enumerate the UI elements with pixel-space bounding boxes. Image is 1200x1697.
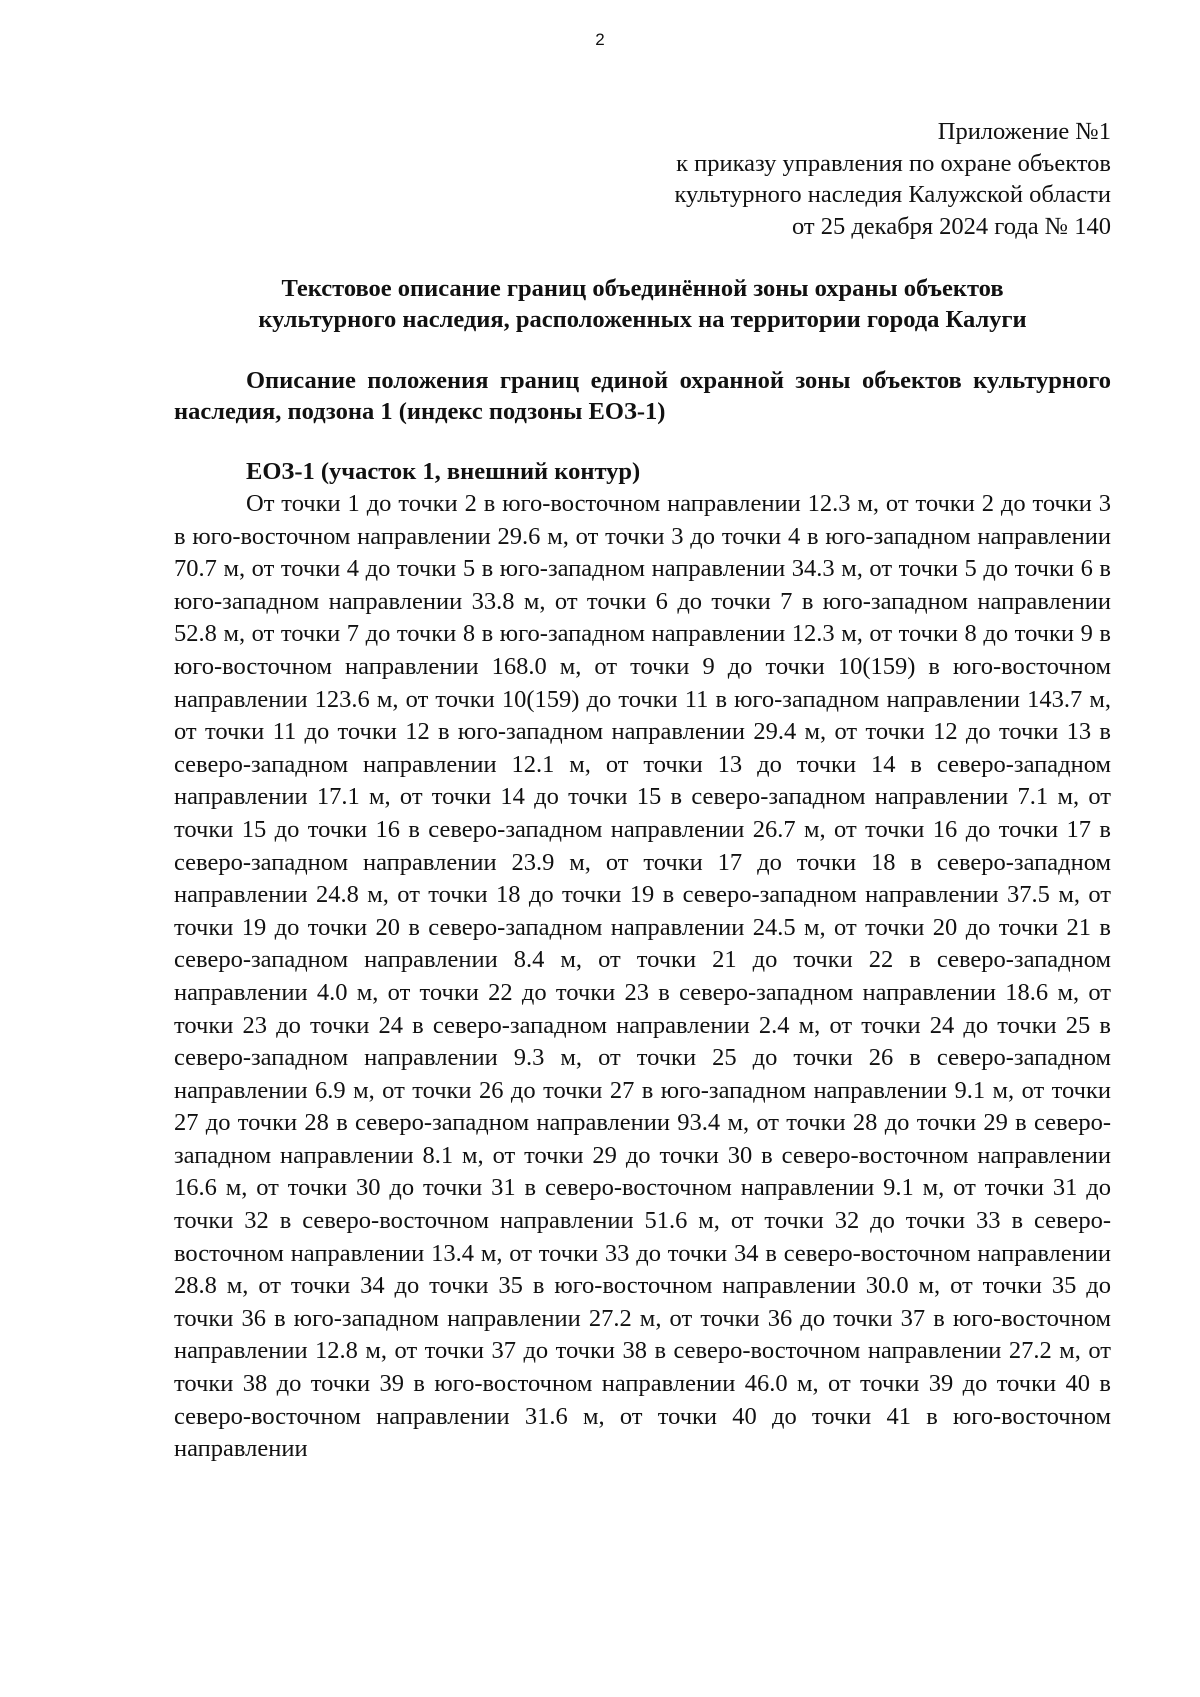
boundary-description-paragraph: От точки 1 до точки 2 в юго-восточном направлении 12.3 м, от точки 2 до точки 3 в юго-восточном направлении 29.6 м, от точки 3 до точки 4 в юго-западном направлении 70.7 м, от точки 4 до точки 5 в юго-западном направлении 34.3 м, от точки 5 до точки 6 в юго-западном направлении 33.8 м, от точки 6 до точки 7 в юго-западном направлении 52.8 м, от точки 7 до точки 8 в юго-западном направлении 12.3 м, от точки 8 до точки 9 в юго-восточном направлении 168.0 м, от точки 9 до точки 10(159) в юго-восточном направлении 123.6 м, от точки 10(159) до точки 11 в юго-западном направлении 143.7 м, от точки 11 до точки 12 в юго-западном направлении 29.4 м, от точки 12 до точки 13 в северо-западном направлении 12.1 м, от точки 13 до точки 14 в северо-западном направлении 17.1 м, от точки 14 до точки 15 в северо-западном направлении 7.1 м, от точки 15 до точки 16 в северо-западном направлении 26.7 м, от точки 16 до точки 17 в северо-западном направлении 23.9 м, от точки 17 до точки 18 в северо-западном направлении 24.8 м, от точки 18 до точки 19 в северо-западном направлении 37.5 м, от точки 19 до точки 20 в северо-западном направлении 24.5 м, от точки 20 до точки 21 в северо-западном направлении 8.4 м, от точки 21 до точки 22 в северо-западном направлении 4.0 м, от точки 22 до точки 23 в северо-западном направлении 18.6 м, от точки 23 до точки 24 в северо-западном направлении 2.4 м, от точки 24 до точки 25 в северо-западном направлении 9.3 м, от точки 25 до точки 26 в северо-западном направлении 6.9 м, от точки 26 до точки 27 в юго-западном направлении 9.1 м, от точки 27 до точки 28 в северо-западном направлении 93.4 м, от точки 28 до точки 29 в северо-западном направлении 8.1 м, от точки 29 до точки 30 в северо-восточном направлении 16.6 м, от точки 30 до точки 31 в северо-восточном направлении 9.1 м, от точки 31 до точки 32 в северо-восточном направлении 51.6 м, от точки 32 до точки 33 в северо-восточном направлении 13.4 м, от точки 33 до точки 34 в северо-восточном направлении 28.8 м, от точки 34 до точки 35 в юго-восточном направлении 30.0 м, от точки 35 до точки 36 в юго-западном направлении 27.2 м, от точки 36 до точки 37 в юго-восточном направлении 12.8 м, от точки 37 до точки 38 в северо-восточном направлении 27.2 м, от точки 38 до точки 39 в юго-восточном направлении 46.0 м, от точки 39 до точки 40 в северо-восточном направлении 31.6 м, от точки 40 до точки 41 в юго-восточном направлении	[174, 490, 1111, 1463]
title-line: Текстовое описание границ объединённой зоны охраны объектов	[281, 275, 1004, 302]
document-title	[174, 273, 1111, 335]
page-number: 2	[595, 30, 605, 49]
title-line: культурного наследия, расположенных на территории города Калуги	[258, 306, 1027, 333]
appendix-line: Приложение №1	[937, 118, 1111, 145]
subsection-heading: ЕОЗ-1 (участок 1, внешний контур)	[246, 458, 641, 485]
appendix-line: от 25 декабря 2024 года № 140	[791, 212, 1111, 240]
appendix-line: культурного наследия Калужской области	[674, 181, 1111, 208]
appendix-line: к приказу управления по охране объектов	[676, 149, 1111, 177]
appendix-block	[174, 116, 1111, 242]
section-heading: Описание положения границ единой охранной зоны объектов культурного наследия, подзона 1 (индекс подзоны ЕОЗ-1)	[174, 367, 1111, 425]
document-body	[174, 116, 1111, 1466]
